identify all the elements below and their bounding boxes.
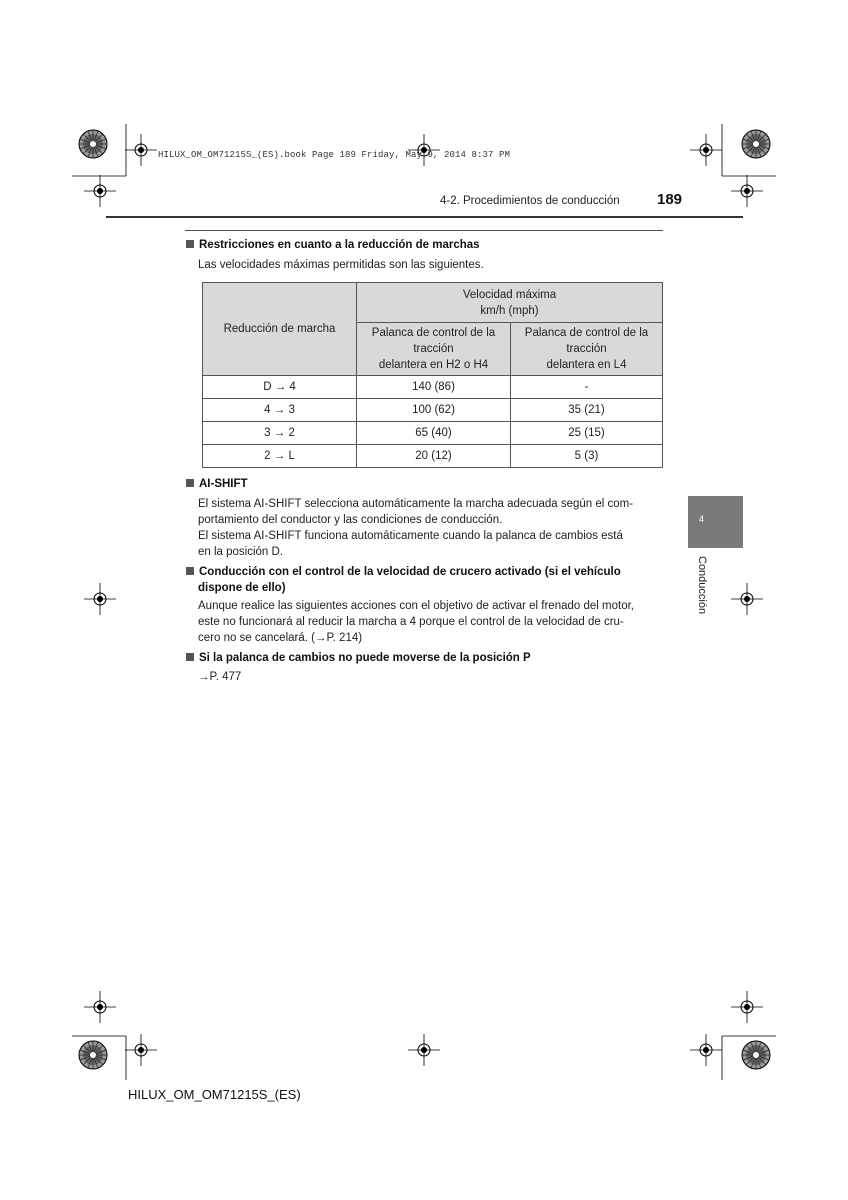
ai-shift-line: El sistema AI-SHIFT funciona automáticamente cuando la palanca de cambios está [198,530,623,542]
l4-line1: Palanca de control de la [524,327,649,339]
page-number: 189 [657,191,683,208]
ai-shift-line: portamiento del conductor y las condiciones de conducción. [198,514,503,526]
table-row [203,399,663,422]
heading-ai-shift [186,478,248,490]
cell-l4: - [511,376,663,399]
chapter-tab-number: 4 [699,514,705,524]
heading-restricciones [186,239,480,251]
palanca-ref: →P. 477 [198,671,242,683]
table-row [203,445,663,468]
chapter-tab-label: Conducción [696,556,708,615]
bullet-square-icon [186,567,194,575]
ai-shift-line: en la posición D. [198,546,284,558]
bullet-square-icon [186,653,194,661]
restricciones-intro: Las velocidades máximas permitidas son las siguientes. [198,259,484,271]
section-title: 4-2. Procedimientos de conducción [440,195,620,207]
heading-ai-shift-text: AI-SHIFT [199,478,248,490]
cell-l4: 5 (3) [511,445,663,468]
cell-gear: 3 → 2 [203,422,357,445]
col-header-h2h4 [357,323,511,376]
cell-h2h4: 65 (40) [357,422,511,445]
col-header-reduccion: Reducción de marcha [203,283,357,376]
heading-palanca-text: Si la palanca de cambios no puede moverse de la posición P [199,652,531,664]
h2h4-line1: Palanca de control de la [371,327,496,339]
crucero-line: Aunque realice las siguientes acciones con el objetivo de activar el frenado del motor, [198,600,634,612]
crucero-body [198,598,660,646]
velocidad-line2: km/h (mph) [480,304,539,317]
h2h4-line3: delantera en H2 o H4 [378,359,489,371]
heading-crucero-line1: Conducción con el control de la velocidad de crucero activado (si el vehículo [199,566,621,578]
crucero-line: cero no se cancelará. (→P. 214) [198,632,363,644]
footer-code: HILUX_OM_OM71215S_(ES) [128,1087,301,1102]
heading-crucero-line2: dispone de ello) [198,582,286,594]
cell-l4: 25 (15) [511,422,663,445]
heading-restricciones-text: Restricciones en cuanto a la reducción de marchas [199,239,480,251]
col-header-l4 [511,323,663,376]
cell-h2h4: 100 (62) [357,399,511,422]
bullet-square-icon [186,240,194,248]
ai-shift-line: El sistema AI-SHIFT selecciona automáticamente la marcha adecuada según el com- [198,498,634,510]
heading-palanca [186,652,531,664]
table-row [203,422,663,445]
cell-h2h4: 20 (12) [357,445,511,468]
cell-gear: 4 → 3 [203,399,357,422]
heading-crucero [186,564,663,596]
l4-line2: tracción [566,343,607,355]
cell-gear: D → 4 [203,376,357,399]
content-rule [185,230,663,231]
l4-line3: delantera en L4 [546,359,627,371]
velocidad-line1: Velocidad máxima [462,288,557,301]
cell-gear: 2 → L [203,445,357,468]
cell-h2h4: 140 (86) [357,376,511,399]
ai-shift-body [198,496,660,560]
header-rule [106,216,743,218]
print-info-line: HILUX_OM_OM71215S_(ES).book Page 189 Friday, May 9, 2014 8:37 PM [158,150,511,160]
bullet-square-icon [186,479,194,487]
max-speed-table [202,282,663,468]
table-row [203,376,663,399]
h2h4-line2: tracción [413,343,454,355]
crucero-line: este no funcionará al reducir la marcha a 4 porque el control de la velocidad de cru- [198,616,624,628]
cell-l4: 35 (21) [511,399,663,422]
col-header-velocidad [357,283,663,323]
chapter-tab [688,496,743,548]
